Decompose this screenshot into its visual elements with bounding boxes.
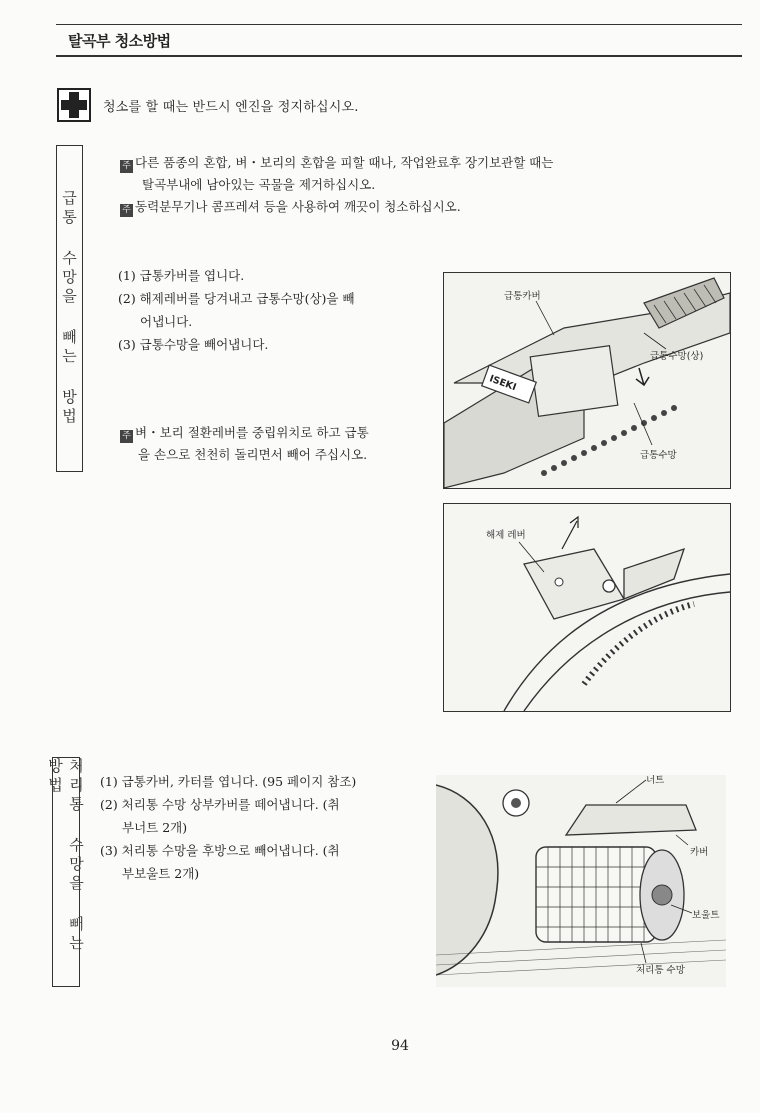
figure-processing-drum (436, 775, 726, 987)
note-line: 동력분무기나 콤프레셔 등을 사용하여 깨끗이 청소하십시오. (135, 199, 461, 214)
step-item: 부너트 2개) (122, 820, 188, 835)
fig1-label-screen: 급통수망 (640, 450, 677, 461)
note-line: 다른 품종의 혼합, 벼・보리의 혼합을 피할 때나, 작업완료후 장기보관할 때는 (135, 155, 554, 170)
section1-side-label-text: 급통 수망을 빼는 방법 (60, 190, 78, 427)
fig2-label-release-lever: 해제 레버 (486, 530, 526, 541)
fig1-brand: ISEKI (487, 373, 518, 394)
figure-release-lever (443, 503, 731, 712)
header-rule-top (56, 24, 742, 25)
section2-steps (100, 770, 356, 885)
section2-side-label (46, 757, 85, 987)
figure-thresher-drum (443, 272, 731, 489)
section1-notes (120, 152, 553, 218)
fig1-label-screen-upper: 급통수망(상) (650, 351, 704, 362)
section1-note2 (120, 422, 369, 466)
step-item: (2) 해제레버를 당겨내고 급통수망(상)을 빼 (118, 291, 355, 306)
fig3-label-nut: 너트 (646, 775, 665, 786)
note-badge: 주 (120, 204, 133, 217)
step-item: (3) 처리통 수망을 후방으로 빼어냅니다. (취 (100, 843, 340, 858)
step-item: 부보울트 2개) (122, 866, 200, 881)
note-badge: 주 (120, 430, 133, 443)
section-title: 탈곡부 청소방법 (68, 32, 171, 50)
note-line: 탈곡부내에 남아있는 곡물을 제거하십시오. (142, 177, 376, 192)
section1-side-label (56, 145, 83, 472)
section2-side-label-text: 처리통 수망을 빼는 방법 (46, 758, 85, 954)
step-item: (1) 급통카버, 카터를 엽니다. (95 페이지 참조) (100, 774, 357, 789)
page-number: 94 (391, 1038, 409, 1054)
step-item: 어냅니다. (140, 314, 193, 329)
step-item: (3) 급통수망을 빼어냅니다. (118, 337, 269, 352)
note-badge: 주 (120, 160, 133, 173)
step-item: (2) 처리통 수망 상부카버를 떼어냅니다. (취 (100, 797, 340, 812)
fig1-label-cover: 급통카버 (504, 291, 541, 302)
step-item: (1) 급통카버를 엽니다. (118, 268, 245, 283)
warning-text: 청소를 할 때는 반드시 엔진을 정지하십시오. (103, 100, 359, 115)
first-aid-cross-icon (57, 88, 91, 122)
release-lever-illustration (444, 504, 730, 711)
thresher-drum-illustration (444, 273, 730, 488)
fig3-label-bolt: 보울트 (692, 910, 720, 921)
note-line: 벼・보리 절환레버를 중립위치로 하고 급통 (135, 425, 369, 440)
section1-steps (118, 264, 355, 356)
note-line: 을 손으로 천천히 돌리면서 빼어 주십시오. (138, 447, 368, 462)
processing-drum-illustration (436, 775, 726, 987)
header-rule-bottom (56, 55, 742, 57)
fig3-label-screen: 처리통 수망 (636, 965, 685, 976)
fig3-label-cover: 카버 (690, 847, 709, 858)
